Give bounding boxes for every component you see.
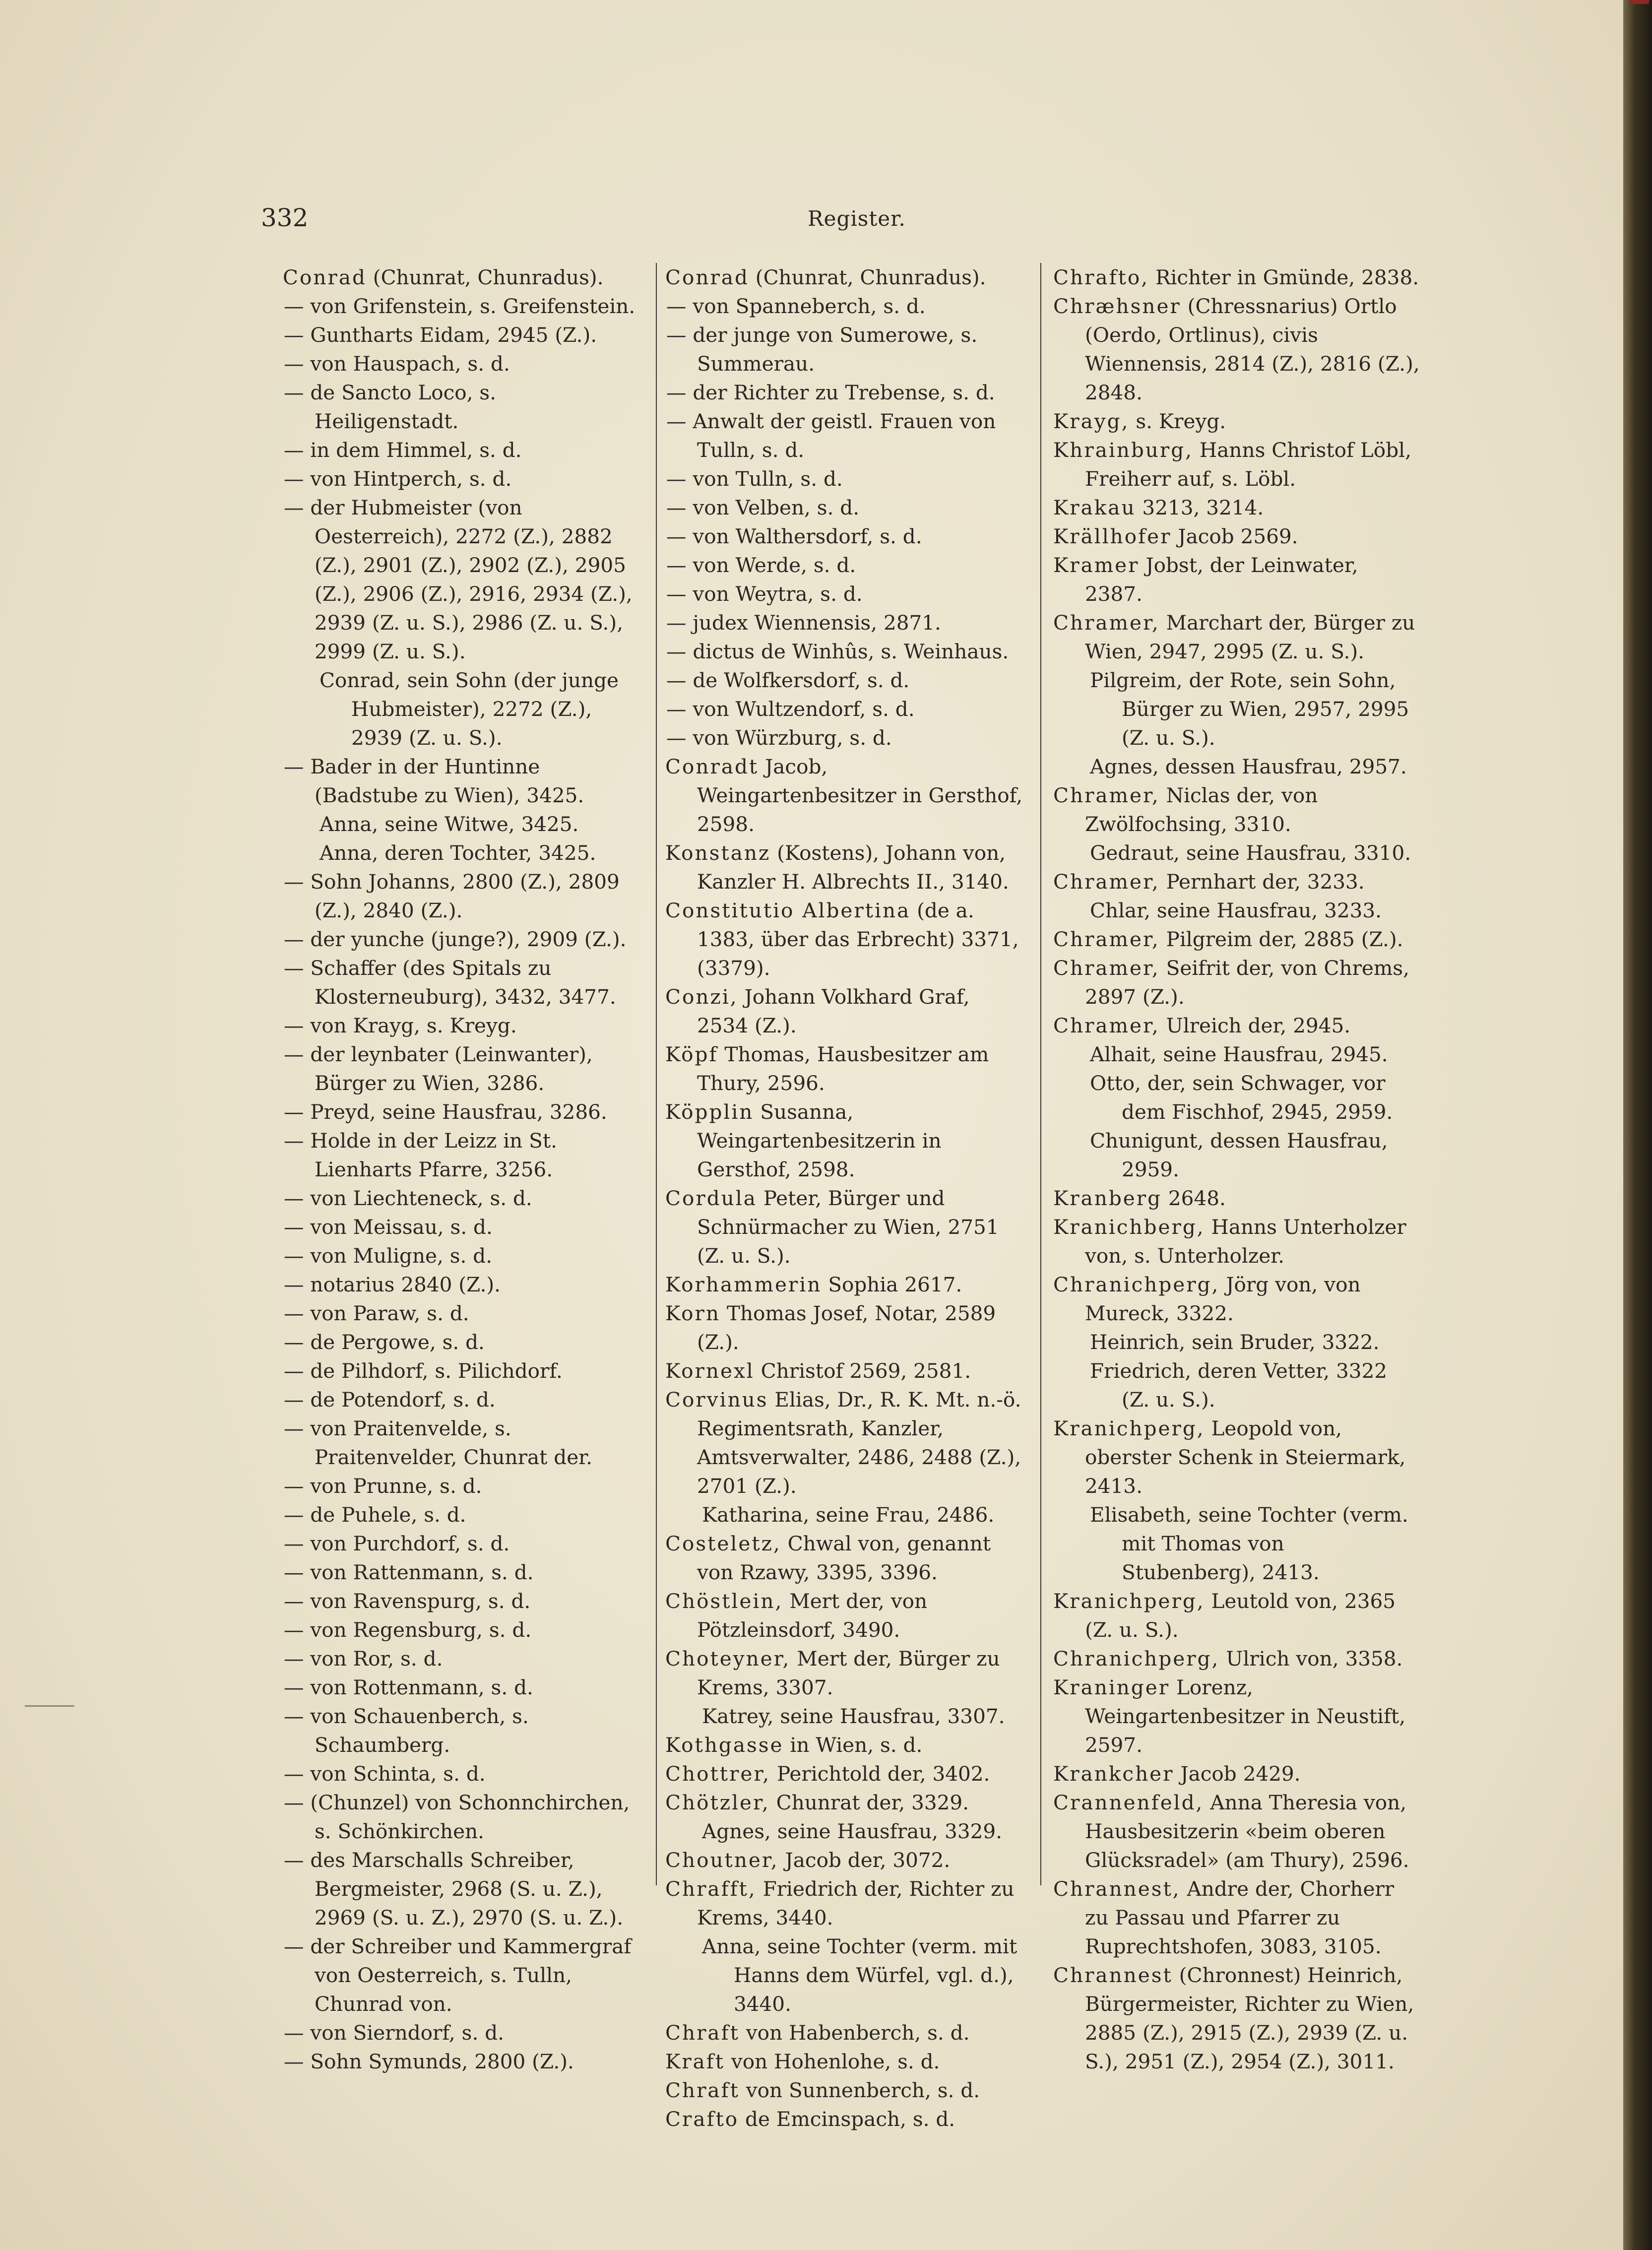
register-subentry xyxy=(283,1932,641,2018)
register-entry xyxy=(1053,925,1421,954)
entry-text: — de Pilhdorf, s. Pilichdorf. xyxy=(284,1359,563,1383)
register-subentry xyxy=(283,1213,641,1241)
register-related-person xyxy=(1053,1040,1421,1069)
register-subentry xyxy=(665,666,1026,695)
entry-headword: Kranichperg, xyxy=(1053,1416,1205,1440)
entry-headword: Kranberg xyxy=(1053,1186,1162,1210)
entry-headword: Crafto xyxy=(665,2107,739,2131)
entry-text: Susanna, Weingartenbesitzerin in Gersthof, 2598. xyxy=(697,1100,942,1181)
entry-text: — Schaffer (des Spitals zu Klosterneuburg), 3432, 3477. xyxy=(284,956,616,1009)
entry-text: — von Ror, s. d. xyxy=(284,1647,443,1671)
register-entry xyxy=(1053,1011,1421,1040)
entry-headword: Kranichperg, xyxy=(1053,1589,1205,1613)
entry-text: — von Schauenberch, s. Schaumberg. xyxy=(284,1704,529,1757)
entry-headword: Konstanz xyxy=(665,841,771,865)
entry-text: — von Wultzendorf, s. d. xyxy=(666,697,915,721)
entry-headword: Chrannest, xyxy=(1053,1877,1181,1901)
entry-headword: Chranichperg, xyxy=(1053,1273,1220,1296)
register-subentry xyxy=(283,2018,641,2047)
register-related-person xyxy=(283,810,641,838)
register-subentry xyxy=(283,1299,641,1328)
entry-headword: Choteyner, xyxy=(665,1647,791,1671)
entry-text: von Hohenlohe, s. d. xyxy=(725,2050,940,2073)
entry-text: — dictus de Winhûs, s. Weinhaus. xyxy=(666,640,1009,663)
register-related-person xyxy=(665,1500,1026,1529)
entry-text: 3213, 3214. xyxy=(1136,496,1264,519)
register-subentry xyxy=(283,1356,641,1385)
entry-text: — von Hauspach, s. d. xyxy=(284,352,510,376)
entry-text: — von Krayg, s. Kreyg. xyxy=(284,1014,517,1037)
entry-headword: Chramer, xyxy=(1053,1014,1160,1037)
register-subentry xyxy=(283,1270,641,1299)
entry-text: — von Weytra, s. d. xyxy=(666,582,863,606)
entry-text: Katharina, seine Frau, 2486. xyxy=(702,1503,995,1527)
entry-headword: Conzi, xyxy=(665,985,738,1009)
register-entry xyxy=(1053,436,1421,493)
register-subentry xyxy=(665,378,1026,407)
register-entry xyxy=(665,1385,1026,1500)
entry-text: Mert der, von Pötzleinsdorf, 3490. xyxy=(697,1589,928,1642)
entry-headword: Chræhsner xyxy=(1053,294,1181,318)
entry-text: — judex Wiennensis, 2871. xyxy=(666,611,941,635)
register-subentry xyxy=(283,378,641,436)
register-entry xyxy=(1053,493,1421,522)
register-entry xyxy=(1053,1213,1421,1270)
register-entry xyxy=(665,263,1026,292)
register-related-person xyxy=(1053,752,1421,781)
register-entry xyxy=(665,1644,1026,1702)
register-entry xyxy=(1053,1587,1421,1644)
entry-text: Elisabeth, seine Tochter (verm. mit Thomas von Stubenberg), 2413. xyxy=(1090,1503,1408,1584)
entry-text: Agnes, dessen Hausfrau, 2957. xyxy=(1090,755,1407,778)
register-entry xyxy=(1053,522,1421,551)
register-entry xyxy=(1053,263,1421,292)
entry-text: — de Pergowe, s. d. xyxy=(284,1330,485,1354)
register-entry xyxy=(665,1299,1026,1356)
register-subentry xyxy=(665,695,1026,723)
register-entry xyxy=(1053,608,1421,666)
entry-text: — von Rottenmann, s. d. xyxy=(284,1675,533,1699)
register-related-person xyxy=(1053,1126,1421,1184)
register-subentry xyxy=(283,1184,641,1213)
entry-text: (Chunrat, Chunradus). xyxy=(749,265,986,289)
entry-headword: Chramer, xyxy=(1053,956,1160,980)
register-subentry xyxy=(283,1788,641,1846)
entry-text: — Guntharts Eidam, 2945 (Z.). xyxy=(284,323,597,347)
entry-text: Chlar, seine Hausfrau, 3233. xyxy=(1090,899,1382,922)
register-related-person xyxy=(283,666,641,752)
entry-headword: Korhammerin xyxy=(665,1273,822,1296)
book-binding xyxy=(1623,0,1652,2250)
entry-text: — Anwalt der geistl. Frauen von Tulln, s. d. xyxy=(666,409,996,462)
entry-headword: Chraft xyxy=(665,2078,740,2102)
entry-text: Chwal von, genannt von Rzawy, 3395, 3396. xyxy=(697,1532,991,1584)
register-entry xyxy=(665,1270,1026,1299)
register-entry xyxy=(665,2047,1026,2076)
entry-text: — der leynbater (Leinwanter), Bürger zu Wien, 3286. xyxy=(284,1042,593,1095)
entry-text: Friedrich der, Richter zu Krems, 3440. xyxy=(697,1877,1015,1929)
register-entry xyxy=(665,896,1026,982)
entry-text: — von Tulln, s. d. xyxy=(666,467,843,491)
register-subentry xyxy=(665,522,1026,551)
entry-text: — Sohn Symunds, 2800 (Z.). xyxy=(284,2050,574,2073)
entry-text: — Sohn Johanns, 2800 (Z.), 2809 (Z.), 2840 (Z.). xyxy=(284,870,620,922)
register-subentry xyxy=(283,1385,641,1414)
entry-headword: Kraft xyxy=(665,2050,725,2073)
register-subentry xyxy=(283,2047,641,2076)
entry-text: Katrey, seine Hausfrau, 3307. xyxy=(702,1704,1005,1728)
register-entry xyxy=(665,1874,1026,1932)
register-subentry xyxy=(665,321,1026,378)
page-number: 332 xyxy=(261,203,309,232)
entry-headword: Kornexl xyxy=(665,1359,755,1383)
entry-headword: Kothgasse xyxy=(665,1733,784,1757)
entry-text: Anna, deren Tochter, 3425. xyxy=(319,841,596,865)
entry-text: — de Sancto Loco, s. Heiligenstadt. xyxy=(284,381,497,433)
register-entry xyxy=(1053,1644,1421,1673)
register-entry xyxy=(665,1040,1026,1097)
register-related-person xyxy=(665,1817,1026,1846)
entry-text: Leutold von, 2365 (Z. u. S.). xyxy=(1085,1589,1396,1642)
entry-text: Hanns Christof Löbl, Freiherr auf, s. Löbl. xyxy=(1085,438,1411,491)
register-subentry xyxy=(283,493,641,666)
entry-text: Pernhart der, 3233. xyxy=(1159,870,1365,894)
entry-headword: Krakau xyxy=(1053,496,1136,519)
register-subentry xyxy=(283,1241,641,1270)
entry-text: — von Muligne, s. d. xyxy=(284,1244,493,1268)
entry-headword: Chrafft, xyxy=(665,1877,757,1901)
entry-text: Heinrich, sein Bruder, 3322. xyxy=(1090,1330,1380,1354)
register-entry xyxy=(665,1587,1026,1644)
register-entry xyxy=(1053,1961,1421,2076)
entry-headword: Cordula xyxy=(665,1186,757,1210)
register-entry xyxy=(1053,1759,1421,1788)
entry-text: Pilgreim, der Rote, sein Sohn, Bürger zu Wien, 2957, 2995 (Z. u. S.). xyxy=(1090,668,1409,750)
entry-headword: Conrad xyxy=(283,265,367,289)
entry-text: Anna, seine Tochter (verm. mit Hanns dem Würfel, vgl. d.), 3440. xyxy=(702,1934,1017,2016)
register-subentry xyxy=(665,723,1026,752)
entry-text: Jacob 2569. xyxy=(1171,524,1298,548)
entry-headword: Chötzler, xyxy=(665,1791,770,1814)
entry-text: — von Velben, s. d. xyxy=(666,496,860,519)
entry-text: Jobst, der Leinwater, 2387. xyxy=(1085,553,1358,606)
register-subentry xyxy=(665,464,1026,493)
entry-headword: Kranichberg, xyxy=(1053,1215,1205,1239)
register-entry xyxy=(665,1846,1026,1874)
entry-text: von Habenberch, s. d. xyxy=(739,2021,970,2045)
entry-text: — von Regensburg, s. d. xyxy=(284,1618,532,1642)
entry-headword: Krällhofer xyxy=(1053,524,1172,548)
register-entry xyxy=(665,982,1026,1040)
register-entry xyxy=(1053,1788,1421,1874)
entry-headword: Krankcher xyxy=(1053,1762,1174,1786)
register-column-3 xyxy=(1053,263,1421,2076)
entry-text: Ulrich von, 3358. xyxy=(1219,1647,1403,1671)
register-subentry xyxy=(283,1644,641,1673)
register-entry xyxy=(1053,1673,1421,1759)
entry-text: Marchart der, Bürger zu Wien, 2947, 2995 (Z. u. S.). xyxy=(1085,611,1415,663)
register-entry xyxy=(1053,1270,1421,1328)
register-subentry xyxy=(665,493,1026,522)
register-entry xyxy=(665,838,1026,896)
entry-text: Lorenz, Weingartenbesitzer in Neustift, 2597. xyxy=(1085,1675,1406,1757)
register-subentry xyxy=(283,1472,641,1500)
entry-text: Andre der, Chorherr zu Passau und Pfarrer zu Ruprechtshofen, 3083, 3105. xyxy=(1085,1877,1395,1958)
entry-text: Chunigunt, dessen Hausfrau, 2959. xyxy=(1090,1129,1388,1181)
register-entry xyxy=(665,752,1026,838)
entry-headword: Chottrer, xyxy=(665,1762,771,1786)
register-subentry xyxy=(283,1615,641,1644)
register-subentry xyxy=(283,436,641,464)
register-subentry xyxy=(283,1529,641,1558)
entry-text: (Kostens), Johann von, Kanzler H. Albrechts II., 3140. xyxy=(697,841,1009,894)
register-related-person xyxy=(665,1702,1026,1731)
entry-text: Hanns Unterholzer von, s. Unterholzer. xyxy=(1085,1215,1406,1268)
register-column-2 xyxy=(665,263,1026,2133)
entry-text: Johann Volkhard Graf, 2534 (Z.). xyxy=(697,985,970,1037)
register-subentry xyxy=(283,867,641,925)
register-subentry xyxy=(665,407,1026,464)
entry-headword: Kramer xyxy=(1053,553,1140,577)
entry-text: Christof 2569, 2581. xyxy=(754,1359,971,1383)
register-subentry xyxy=(283,1328,641,1356)
register-subentry xyxy=(283,1558,641,1587)
register-entry xyxy=(1053,1874,1421,1961)
entry-headword: Conradt xyxy=(665,755,759,778)
column-divider xyxy=(656,263,657,1885)
entry-headword: Choutner, xyxy=(665,1848,779,1872)
register-subentry xyxy=(283,349,641,378)
entry-text: de Emcinspach, s. d. xyxy=(739,2107,955,2131)
entry-headword: Chramer, xyxy=(1053,783,1160,807)
register-subentry xyxy=(283,752,641,810)
entry-text: — der Hubmeister (von Oesterreich), 2272 (Z.), 2882 (Z.), 2901 (Z.), 2902 (Z.), 2905 (Z.), 2906 (Z.), 2916, 2934 (Z.), 2939 (Z. u. S.), 2986 (Z. u. S.), 2999 (Z. u. S.). xyxy=(284,496,633,663)
entry-headword: Chramer, xyxy=(1053,611,1160,635)
register-entry xyxy=(665,1759,1026,1788)
entry-headword: Corvinus xyxy=(665,1388,768,1412)
entry-text: — von Praitenvelde, s. Praitenvelder, Chunrat der. xyxy=(284,1416,592,1469)
entry-headword: Crannenfeld, xyxy=(1053,1791,1204,1814)
entry-text: Alhait, seine Hausfrau, 2945. xyxy=(1090,1042,1388,1066)
entry-headword: Chramer, xyxy=(1053,927,1160,951)
register-subentry xyxy=(665,551,1026,579)
entry-text: — de Potendorf, s. d. xyxy=(284,1388,496,1412)
register-subentry xyxy=(283,1126,641,1184)
register-subentry xyxy=(283,1673,641,1702)
entry-headword: Costeletz, xyxy=(665,1532,781,1555)
entry-text: Jacob, Weingartenbesitzer in Gersthof, 2598. xyxy=(697,755,1023,836)
register-subentry xyxy=(665,637,1026,666)
entry-text: — von Schinta, s. d. xyxy=(284,1762,486,1786)
register-entry xyxy=(1053,292,1421,407)
register-subentry xyxy=(283,1587,641,1615)
register-related-person xyxy=(1053,666,1421,752)
entry-text: Thomas, Hausbesitzer am Thury, 2596. xyxy=(697,1042,989,1095)
entry-text: — von Ravenspurg, s. d. xyxy=(284,1589,531,1613)
register-entry xyxy=(665,1529,1026,1587)
register-related-person xyxy=(1053,1328,1421,1356)
entry-text: — der Schreiber und Kammergraf von Oesterreich, s. Tulln, Chunrad von. xyxy=(284,1934,632,2016)
register-entry xyxy=(665,2105,1026,2133)
entry-text: Pilgreim der, 2885 (Z.). xyxy=(1159,927,1403,951)
entry-text: Thomas Josef, Notar, 2589 (Z.). xyxy=(697,1301,996,1354)
entry-text: Mert der, Bürger zu Krems, 3307. xyxy=(697,1647,1000,1699)
entry-text: Peter, Bürger und Schnürmacher zu Wien, 2751 (Z. u. S.). xyxy=(697,1186,999,1268)
entry-headword: Chramer, xyxy=(1053,870,1160,894)
register-subentry xyxy=(665,608,1026,637)
entry-text: in Wien, s. d. xyxy=(783,1733,923,1757)
register-subentry xyxy=(665,579,1026,608)
entry-text: Sophia 2617. xyxy=(822,1273,962,1296)
register-subentry xyxy=(283,1846,641,1932)
entry-headword: Korn xyxy=(665,1301,720,1325)
entry-text: — in dem Himmel, s. d. xyxy=(284,438,522,462)
register-related-person xyxy=(1053,838,1421,867)
entry-text: — von Meissau, s. d. xyxy=(284,1215,493,1239)
register-related-person xyxy=(1053,1500,1421,1587)
entry-headword: Chraft xyxy=(665,2021,740,2045)
entry-text: Anna, seine Witwe, 3425. xyxy=(319,812,579,836)
entry-text: Otto, der, sein Schwager, vor dem Fischhof, 2945, 2959. xyxy=(1090,1071,1393,1124)
entry-text: — von Walthersdorf, s. d. xyxy=(666,524,922,548)
register-subentry xyxy=(283,1097,641,1126)
register-entry xyxy=(1053,407,1421,436)
register-entry xyxy=(665,2018,1026,2047)
register-subentry xyxy=(283,954,641,1011)
entry-text: — de Puhele, s. d. xyxy=(284,1503,466,1527)
entry-text: — der junge von Sumerowe, s. Summerau. xyxy=(666,323,978,376)
register-entry xyxy=(1053,867,1421,896)
register-entry xyxy=(665,1097,1026,1184)
register-subentry xyxy=(283,464,641,493)
register-entry xyxy=(1053,551,1421,608)
entry-text: — von Paraw, s. d. xyxy=(284,1301,469,1325)
register-entry xyxy=(1053,954,1421,1011)
entry-text: Seifrit der, von Chrems, 2897 (Z.). xyxy=(1085,956,1409,1009)
entry-text: — Preyd, seine Hausfrau, 3286. xyxy=(284,1100,607,1124)
entry-text: 2648. xyxy=(1162,1186,1226,1210)
entry-text: — der Richter zu Trebense, s. d. xyxy=(666,381,995,404)
register-subentry xyxy=(283,1414,641,1472)
register-subentry xyxy=(283,1500,641,1529)
entry-text: — Holde in der Leizz in St. Lienharts Pfarre, 3256. xyxy=(284,1129,558,1181)
entry-text: Elias, Dr., R. K. Mt. n.-ö. Regimentsrath, Kanzler, Amtsverwalter, 2486, 2488 (Z.), 2701 (Z.). xyxy=(697,1388,1021,1498)
entry-text: — der yunche (junge?), 2909 (Z.). xyxy=(284,927,627,951)
entry-headword: Chöstlein, xyxy=(665,1589,783,1613)
entry-headword: Constitutio Albertina xyxy=(665,899,911,922)
entry-text: — von Würzburg, s. d. xyxy=(666,726,892,750)
entry-headword: Köpplin xyxy=(665,1100,754,1124)
register-related-person xyxy=(1053,1069,1421,1126)
entry-text: — von Hintperch, s. d. xyxy=(284,467,512,491)
entry-headword: Chrafto, xyxy=(1053,265,1149,289)
entry-headword: Chranichperg, xyxy=(1053,1647,1220,1671)
margin-mark xyxy=(25,1705,74,1707)
binding-mark xyxy=(1629,0,1649,4)
entry-text: — Bader in der Huntinne (Badstube zu Wien), 3425. xyxy=(284,755,584,807)
entry-headword: Chrannest xyxy=(1053,1963,1173,1987)
register-related-person xyxy=(1053,896,1421,925)
entry-text: s. Kreyg. xyxy=(1129,409,1226,433)
entry-text: Anna Theresia von, Hausbesitzerin «beim oberen Glücksradel» (am Thury), 2596. xyxy=(1085,1791,1409,1872)
entry-text: — von Liechteneck, s. d. xyxy=(284,1186,532,1210)
entry-headword: Köpf xyxy=(665,1042,718,1066)
entry-text: — von Rattenmann, s. d. xyxy=(284,1560,534,1584)
register-column-1 xyxy=(283,263,641,2076)
entry-text: — von Grifenstein, s. Greifenstein. xyxy=(284,294,635,318)
entry-text: Leopold von, oberster Schenk in Steiermark, 2413. xyxy=(1085,1416,1406,1498)
register-subentry xyxy=(283,292,641,321)
entry-text: Jacob der, 3072. xyxy=(778,1848,951,1872)
entry-text: — von Werde, s. d. xyxy=(666,553,856,577)
entry-text: Richter in Gmünde, 2838. xyxy=(1149,265,1419,289)
entry-text: Friedrich, deren Vetter, 3322 (Z. u. S.). xyxy=(1090,1359,1388,1412)
register-entry xyxy=(1053,781,1421,838)
entry-text: Ulreich der, 2945. xyxy=(1159,1014,1351,1037)
register-subentry xyxy=(283,1759,641,1788)
running-head: Register. xyxy=(808,206,906,231)
entry-text: (Chronnest) Heinrich, Bürgermeister, Richter zu Wien, 2885 (Z.), 2915 (Z.), 2939 (Z. u. S.), 2951 (Z.), 2954 (Z.), 3011. xyxy=(1085,1963,1414,2073)
register-subentry xyxy=(665,292,1026,321)
entry-headword: Kraninger xyxy=(1053,1675,1170,1699)
entry-text: — des Marschalls Schreiber, Bergmeister, 2968 (S. u. Z.), 2969 (S. u. Z.), 2970 (S. u. Z.). xyxy=(284,1848,624,1929)
register-subentry xyxy=(283,321,641,349)
register-entry xyxy=(665,1788,1026,1817)
entry-text: Niclas der, von Zwölfochsing, 3310. xyxy=(1085,783,1318,836)
entry-text: — von Purchdorf, s. d. xyxy=(284,1532,510,1555)
register-entry xyxy=(665,2076,1026,2105)
entry-text: Gedraut, seine Hausfrau, 3310. xyxy=(1090,841,1411,865)
register-subentry xyxy=(283,925,641,954)
register-related-person xyxy=(665,1932,1026,2018)
entry-text: — von Spanneberch, s. d. xyxy=(666,294,926,318)
entry-headword: Krayg, xyxy=(1053,409,1130,433)
register-entry xyxy=(665,1356,1026,1385)
entry-text: Conrad, sein Sohn (der junge Hubmeister), 2272 (Z.), 2939 (Z. u. S.). xyxy=(319,668,619,750)
entry-text: — de Wolfkersdorf, s. d. xyxy=(666,668,910,692)
entry-text: Jörg von, von Mureck, 3322. xyxy=(1085,1273,1361,1325)
entry-text: (Chressnarius) Ortlo (Oerdo, Ortlinus), civis Wiennensis, 2814 (Z.), 2816 (Z.), 2848. xyxy=(1085,294,1420,404)
entry-text: Perichtold der, 3402. xyxy=(770,1762,990,1786)
entry-headword: Conrad xyxy=(665,265,749,289)
register-entry xyxy=(1053,1414,1421,1500)
entry-text: von Sunnenberch, s. d. xyxy=(739,2078,980,2102)
entry-text: — von Sierndorf, s. d. xyxy=(284,2021,504,2045)
register-entry xyxy=(665,1731,1026,1759)
register-subentry xyxy=(283,1702,641,1759)
entry-text: Jacob 2429. xyxy=(1174,1762,1301,1786)
entry-text: — notarius 2840 (Z.). xyxy=(284,1273,501,1296)
entry-text: Chunrat der, 3329. xyxy=(769,1791,969,1814)
entry-text: (Chunrat, Chunradus). xyxy=(366,265,604,289)
entry-text: (de a. 1383, über das Erbrecht) 3371, (3379). xyxy=(697,899,1019,980)
register-entry xyxy=(665,1184,1026,1270)
register-entry xyxy=(283,263,641,292)
register-entry xyxy=(1053,1184,1421,1213)
entry-text: — von Prunne, s. d. xyxy=(284,1474,482,1498)
entry-headword: Khrainburg, xyxy=(1053,438,1194,462)
entry-text: Agnes, seine Hausfrau, 3329. xyxy=(702,1819,1002,1843)
register-related-person xyxy=(283,838,641,867)
register-subentry xyxy=(283,1011,641,1040)
entry-text: — (Chunzel) von Schonnchirchen, s. Schönkirchen. xyxy=(284,1791,630,1843)
register-subentry xyxy=(283,1040,641,1097)
column-divider xyxy=(1040,263,1041,1885)
register-related-person xyxy=(1053,1356,1421,1414)
